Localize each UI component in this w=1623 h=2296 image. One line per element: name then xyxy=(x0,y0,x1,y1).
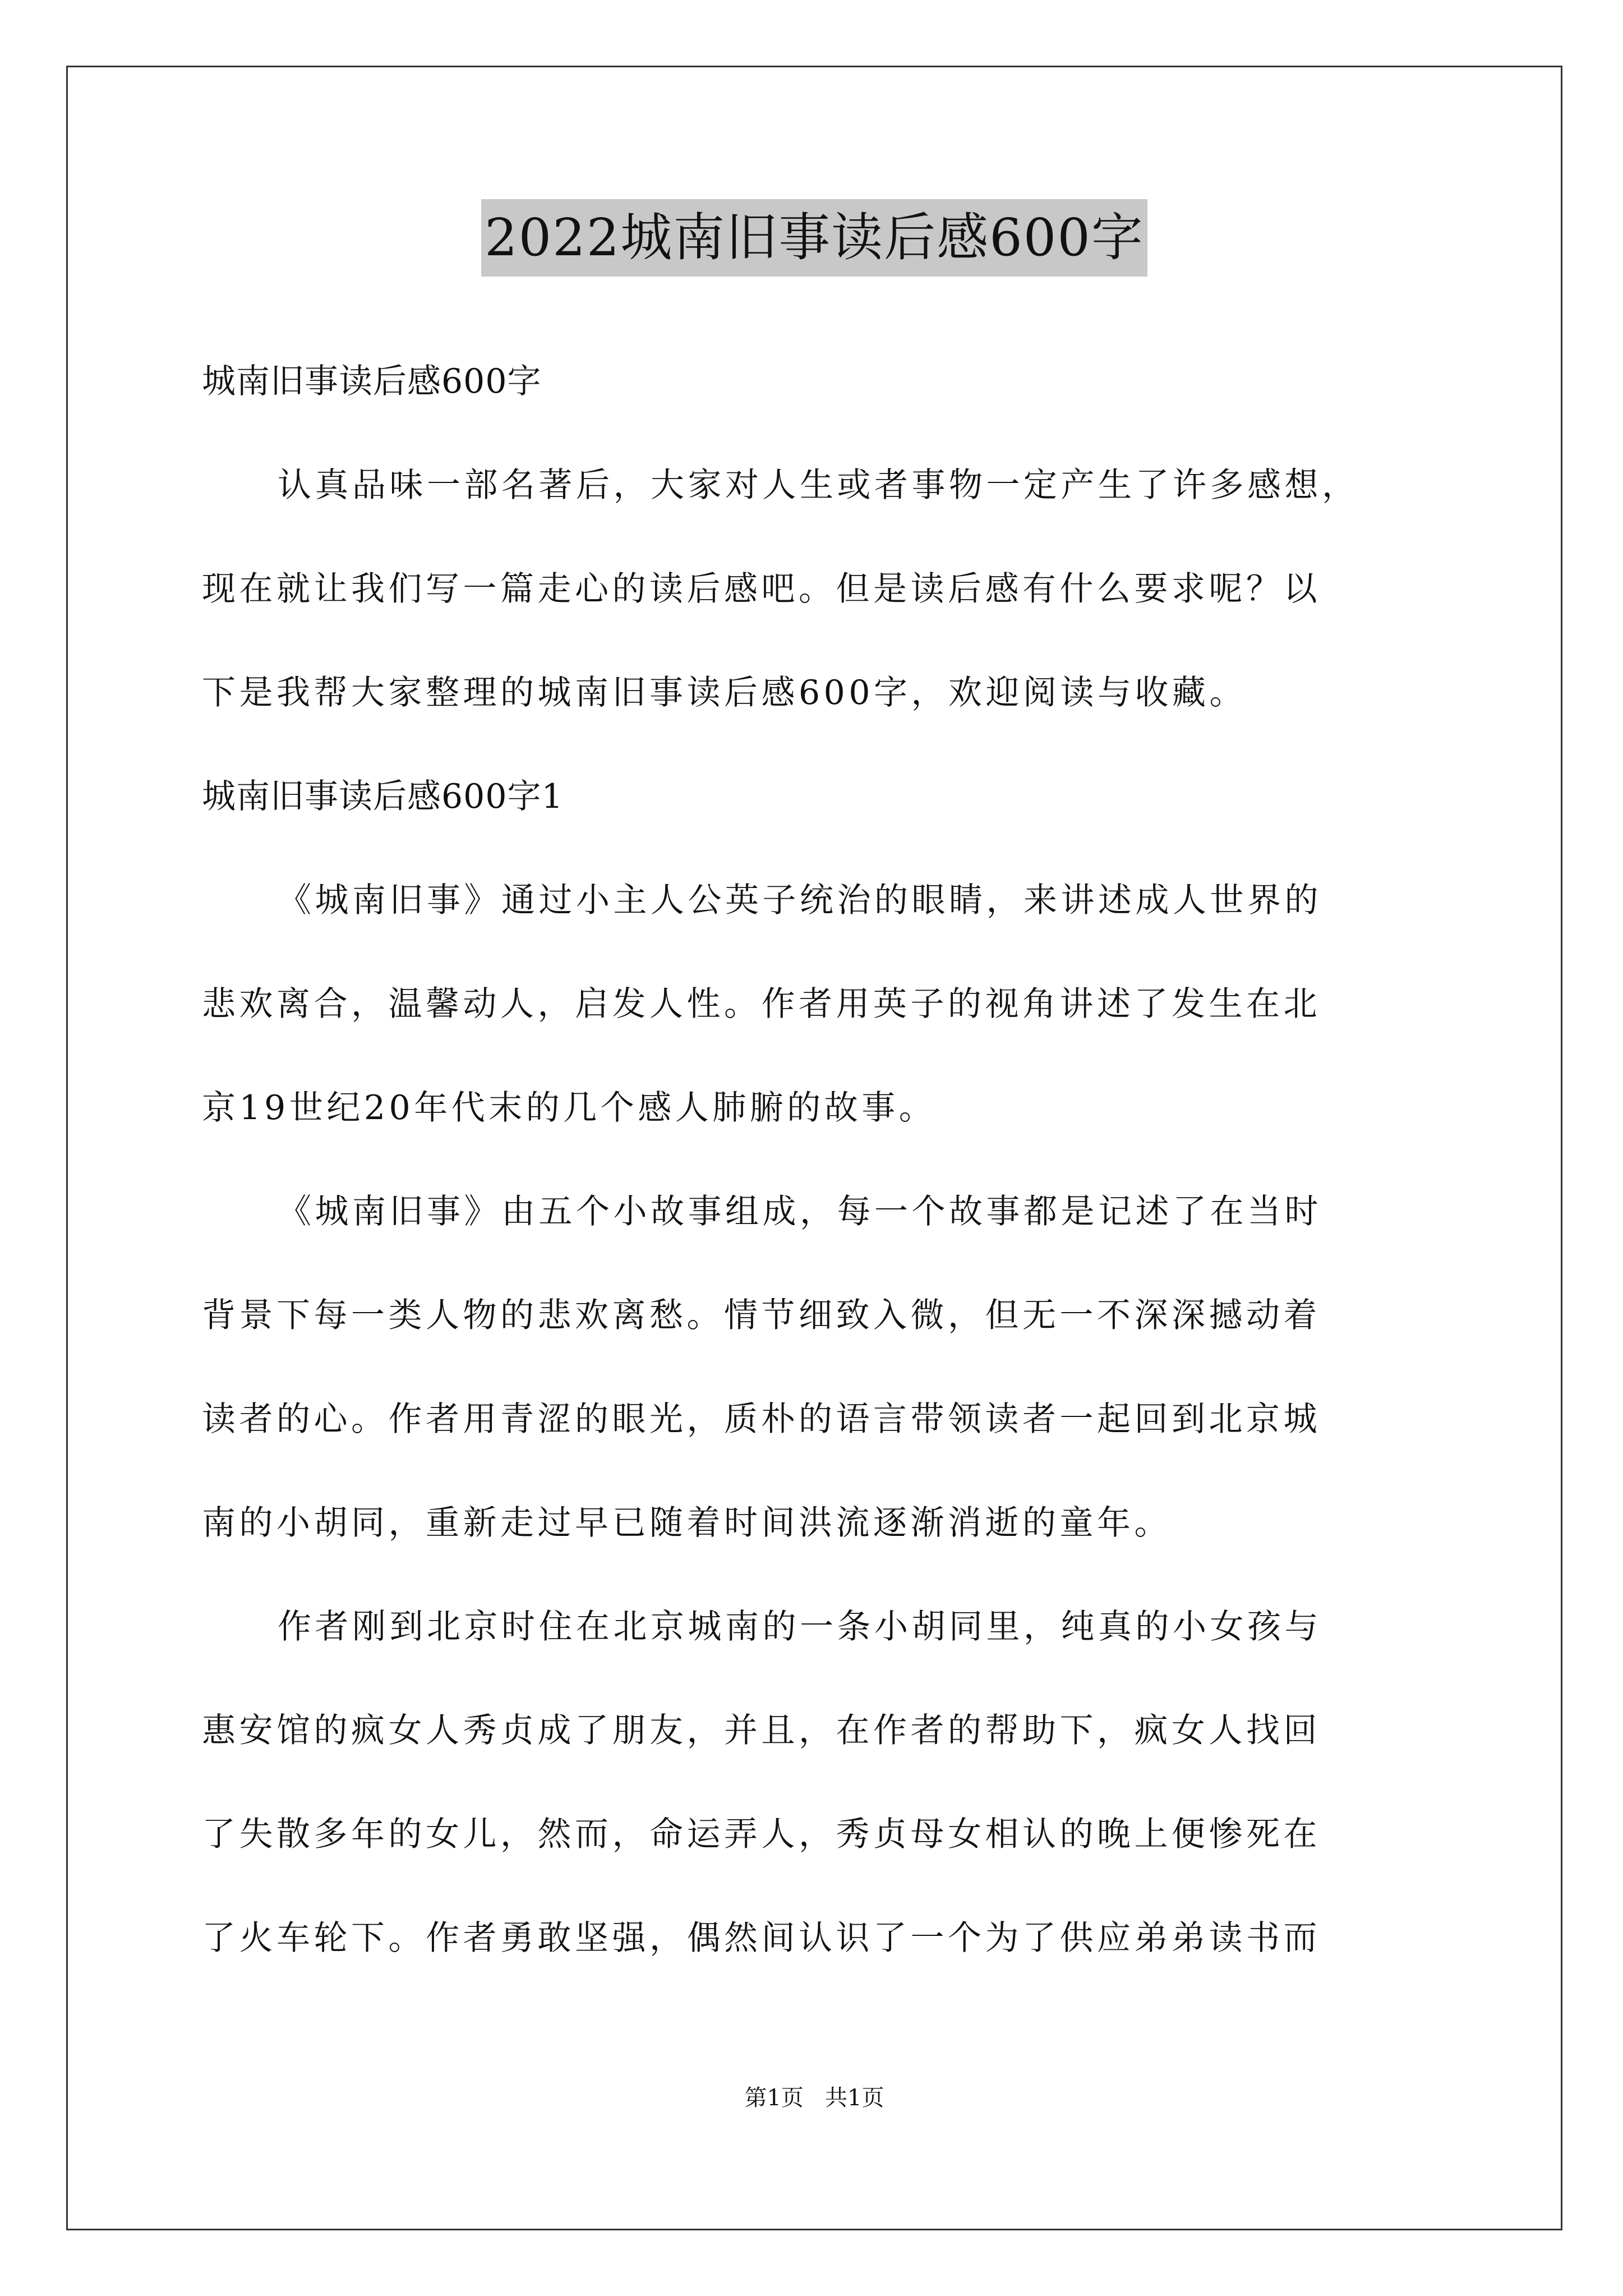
paragraph2-line-1: 《城南旧事》由五个小故事组成，每一个故事都是记述了在当时 xyxy=(278,1192,1322,1231)
document-subtitle: 城南旧事读后感600字 xyxy=(202,362,542,401)
title-container xyxy=(66,199,1562,277)
document-title: 2022城南旧事读后感600字 xyxy=(481,199,1147,277)
paragraph2-line-2: 背景下每一类人物的悲欢离愁。情节细致入微，但无一不深深撼动着 xyxy=(202,1296,1321,1335)
paragraph3-line-4: 了火车轮下。作者勇敢坚强，偶然间认识了一个为了供应弟弟读书而 xyxy=(202,1918,1321,1958)
intro-line-3: 下是我帮大家整理的城南旧事读后感600字，欢迎阅读与收藏。 xyxy=(202,673,1247,712)
paragraph3-line-2: 惠安馆的疯女人秀贞成了朋友，并且，在作者的帮助下，疯女人找回 xyxy=(202,1711,1321,1750)
section-heading: 城南旧事读后感600字1 xyxy=(202,777,564,816)
paragraph2-line-3: 读者的心。作者用青涩的眼光，质朴的语言带领读者一起回到北京城 xyxy=(202,1400,1321,1439)
paragraph3-line-3: 了失散多年的女儿，然而，命运弄人，秀贞母女相认的晚上便惨死在 xyxy=(202,1815,1321,1854)
page-footer: 第1页 共1页 xyxy=(744,2085,884,2111)
intro-line-2: 现在就让我们写一篇走心的读后感吧。但是读后感有什么要求呢？以 xyxy=(202,569,1321,609)
paragraph2-line-4: 南的小胡同，重新走过早已随着时间洪流逐渐消逝的童年。 xyxy=(202,1503,1172,1543)
paragraph1-line-2: 悲欢离合，温馨动人，启发人性。作者用英子的视角讲述了发生在北 xyxy=(202,984,1321,1024)
paragraph1-line-3: 京19世纪20年代末的几个感人肺腑的故事。 xyxy=(202,1088,937,1128)
paragraph3-line-1: 作者刚到北京时住在北京城南的一条小胡同里，纯真的小女孩与 xyxy=(278,1607,1322,1646)
intro-line-1: 认真品味一部名著后，大家对人生或者事物一定产生了许多感想， xyxy=(278,466,1359,505)
paragraph1-line-1: 《城南旧事》通过小主人公英子统治的眼睛，来讲述成人世界的 xyxy=(278,881,1322,920)
